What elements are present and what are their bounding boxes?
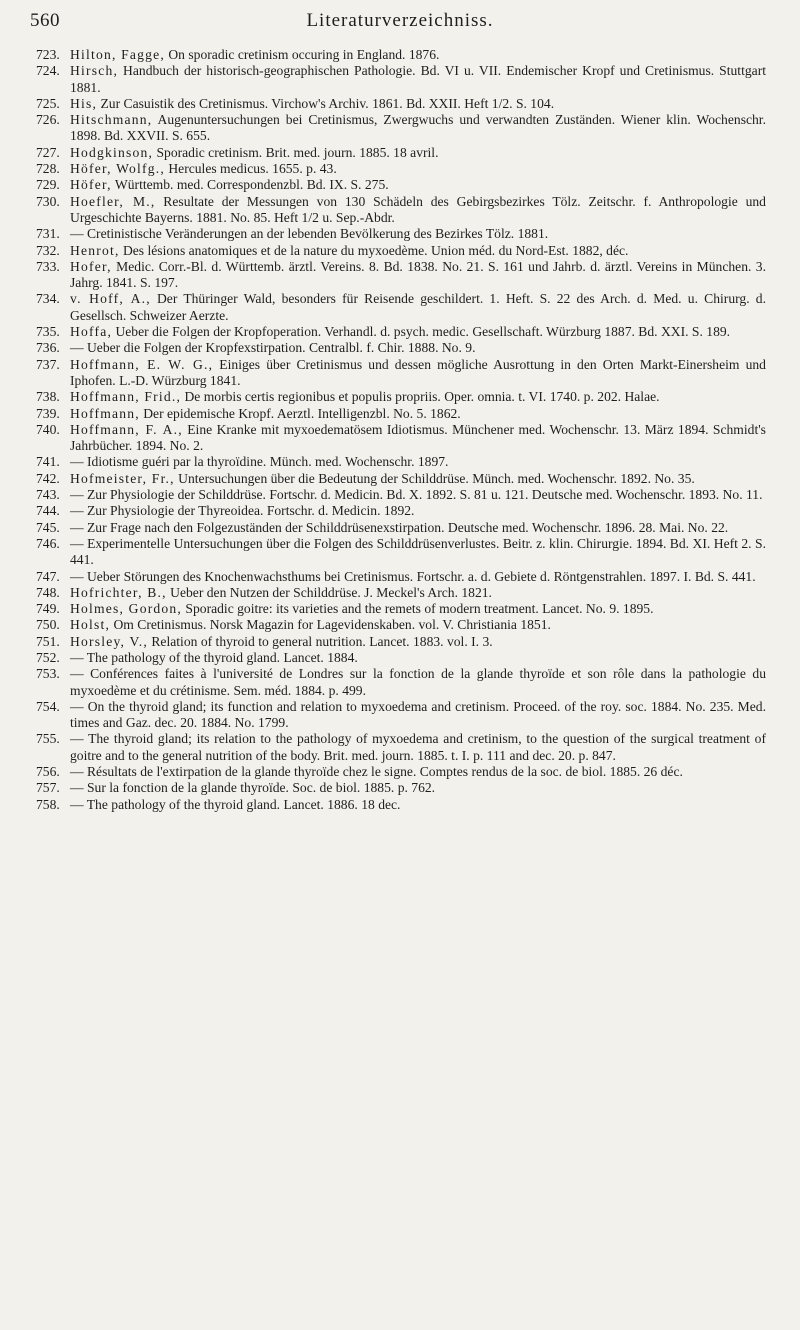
bibliography-entry [36, 194, 766, 227]
bibliography-entry [36, 569, 766, 585]
entry-author: Hoffa, [70, 324, 113, 340]
entry-author: Horsley, V., [70, 633, 148, 649]
entry-text [70, 291, 766, 324]
bibliography-entry [36, 406, 766, 422]
entry-citation: Medic. Corr.-Bl. d. Württemb. ärztl. Vereins. 8. Bd. 1838. No. 21. S. 161 und Jahrb. d. ärztl. Vereins in München. 3. Jahrg. 1841. S. 197. [70, 258, 766, 291]
entry-number: 741. [36, 454, 60, 470]
entry-number: 737. [36, 356, 60, 372]
entry-number: 745. [36, 519, 60, 535]
entry-author: Höfer, Wolfg., [70, 161, 165, 177]
entry-number: 736. [36, 340, 60, 356]
entry-number: 729. [36, 177, 60, 193]
entry-citation: Relation of thyroid to general nutrition. Lancet. 1883. vol. I. 3. [147, 633, 493, 649]
entry-number: 757. [36, 780, 60, 796]
entry-author: Hofer, [70, 258, 112, 274]
entry-text [70, 406, 766, 422]
entry-citation: — Experimentelle Untersuchungen über die Folgen des Schilddrüsenverlustes. Beitr. z. klin. Chirurgie. 1894. Bd. XI. Heft 2. S. 441. [70, 535, 766, 568]
entry-text [70, 194, 766, 227]
entry-number: 746. [36, 535, 60, 551]
page-number: 560 [30, 10, 60, 31]
entry-number: 735. [36, 324, 60, 340]
bibliography-entry [36, 259, 766, 292]
entry-citation: De morbis certis regionibus et populis propriis. Oper. omnia. t. VI. 1740. p. 202. Halae. [181, 389, 660, 405]
entry-text [70, 650, 766, 666]
entry-number: 733. [36, 258, 60, 274]
entry-text [70, 112, 766, 145]
entry-citation: Eine Kranke mit myxoedematösem Idiotismus. Münchener med. Wochenschr. 13. März 1894. Schmidt's Jahrbücher. 1894. No. 2. [70, 421, 766, 454]
entry-text [70, 340, 766, 356]
bibliography-entry [36, 145, 766, 161]
entry-text [70, 259, 766, 292]
bibliography-entry [36, 650, 766, 666]
entry-number: 758. [36, 796, 60, 812]
entry-citation: Om Cretinismus. Norsk Magazin for Lagevidenskaben. vol. V. Christiania 1851. [110, 617, 551, 633]
entry-citation: — Idiotisme guéri par la thyroïdine. Münch. med. Wochenschr. 1897. [70, 454, 449, 470]
entry-author: Hoffmann, Frid., [70, 389, 182, 405]
entry-text [70, 780, 766, 796]
bibliography-entry [36, 357, 766, 390]
entry-citation: On sporadic cretinism occuring in England. 1876. [164, 47, 440, 62]
entry-citation: Der epidemische Kropf. Aerztl. Intelligenzbl. No. 5. 1862. [139, 405, 461, 421]
entry-author: Hoffmann, F. A., [70, 421, 183, 437]
entry-citation: Ueber die Folgen der Kropfoperation. Verhandl. d. psych. medic. Gesellschaft. Würzburg 1887. Bd. XXI. S. 189. [112, 324, 731, 340]
entry-citation: Untersuchungen über die Bedeutung der Schilddrüse. Münch. med. Wochenschr. 1892. No. 35. [174, 470, 695, 486]
entry-citation: — Zur Physiologie der Schilddrüse. Fortschr. d. Medicin. Bd. X. 1892. S. 81 u. 121. Deutsche med. Wochenschr. 1893. No. 11. [70, 487, 763, 503]
bibliography-entry [36, 63, 766, 96]
entry-author: Henrot, [70, 242, 120, 258]
entry-text [70, 666, 766, 699]
entry-text [70, 243, 766, 259]
bibliography-entry [36, 161, 766, 177]
entry-number: 731. [36, 226, 60, 242]
entry-number: 728. [36, 161, 60, 177]
entry-citation: Hercules medicus. 1655. p. 43. [164, 161, 337, 177]
bibliography-entry [36, 324, 766, 340]
entry-text [70, 764, 766, 780]
entry-text [70, 145, 766, 161]
entry-citation: — Conférences faites à l'université de Londres sur la fonction de la glande thyroïde et son rôle dans la pathologie du myxoedème et du crétinisme. Sem. méd. 1884. p. 499. [70, 666, 766, 698]
entry-number: 749. [36, 601, 60, 617]
entry-citation: — Ueber die Folgen der Kropfexstirpation. Centralbl. f. Chir. 1888. No. 9. [70, 340, 476, 356]
entry-author: Hofmeister, Fr., [70, 470, 175, 486]
bibliography-entry [36, 666, 766, 699]
entry-citation: Einiges über Cretinismus und dessen mögliche Ausrottung in den Orten Markt-Einersheim und Iphofen. L.-D. Würzburg 1841. [70, 356, 766, 388]
bibliography-entry [36, 96, 766, 112]
entry-number: 742. [36, 470, 60, 486]
bibliography-entry [36, 617, 766, 633]
entry-text [70, 454, 766, 470]
entry-citation: — Zur Physiologie der Thyreoidea. Fortschr. d. Medicin. 1892. [70, 503, 415, 519]
entry-author: Hodgkinson, [70, 144, 154, 160]
entry-number: 747. [36, 568, 60, 584]
entry-number: 750. [36, 617, 60, 633]
entry-citation: Resultate der Messungen von 130 Schädeln des Gebirgsbezirkes Tölz. Zeitschr. f. Anthropologie und Urgeschichte Bayerns. 1881. No. 85. Heft 1/2 u. Sep.-Abdr. [70, 193, 766, 225]
entry-text [70, 226, 766, 242]
entry-citation: Ueber den Nutzen der Schilddrüse. J. Meckel's Arch. 1821. [166, 584, 492, 600]
entry-author: Holmes, Gordon, [70, 601, 183, 617]
entry-number: 739. [36, 405, 60, 421]
entry-number: 754. [36, 698, 60, 714]
entry-author: Hoffmann, [70, 405, 140, 421]
entry-citation: — Cretinistische Veränderungen an der lebenden Bevölkerung des Bezirkes Tölz. 1881. [70, 226, 549, 242]
bibliography-entry [36, 503, 766, 519]
entry-number: 727. [36, 144, 60, 160]
bibliography-entry [36, 585, 766, 601]
entry-author: Hirsch, [70, 63, 119, 79]
bibliography-entry [36, 389, 766, 405]
entry-citation: Augenuntersuchungen bei Cretinismus, Zwergwuchs und verwandten Zuständen. Wiener klin. Wochenschr. 1898. Bd. XXVII. S. 655. [70, 112, 766, 144]
entry-author: v. Hoff, A., [70, 291, 151, 307]
entry-author: Holst, [70, 617, 111, 633]
entry-citation: — The pathology of the thyroid gland. Lancet. 1884. [70, 649, 358, 665]
entry-text [70, 177, 766, 193]
entry-number: 725. [36, 95, 60, 111]
bibliography-entry [36, 797, 766, 813]
entry-text [70, 634, 766, 650]
entry-number: 726. [36, 112, 60, 128]
bibliography-entry [36, 177, 766, 193]
bibliography-entry [36, 112, 766, 145]
entry-number: 734. [36, 291, 60, 307]
entry-text [70, 731, 766, 764]
entry-text [70, 96, 766, 112]
bibliography-entry [36, 340, 766, 356]
entry-number: 743. [36, 487, 60, 503]
entry-text [70, 63, 766, 96]
entry-text [70, 569, 766, 585]
bibliography-entry [36, 731, 766, 764]
entry-author: Hoefler, M., [70, 193, 156, 209]
entry-citation: — Zur Frage nach den Folgezuständen der Schilddrüsenexstirpation. Deutsche med. Wochenschr. 1896. 28. Mai. No. 22. [70, 519, 729, 535]
running-title: Literaturverzeichniss. [306, 10, 494, 31]
bibliography-entry [36, 699, 766, 732]
entry-author: His, [70, 95, 98, 111]
entry-author: Hofrichter, B., [70, 584, 167, 600]
entry-citation: — Sur la fonction de la glande thyroïde. Soc. de biol. 1885. p. 762. [70, 780, 436, 796]
entry-text [70, 797, 766, 813]
entry-text [70, 357, 766, 390]
entry-citation: Württemb. med. Correspondenzbl. Bd. IX. S. 275. [111, 177, 389, 193]
entry-citation: Der Thüringer Wald, besonders für Reisende geschildert. 1. Heft. S. 22 des Arch. d. Med. u. Chirurg. d. Gesellsch. Schweizer Aerzte. [70, 291, 766, 323]
entry-number: 723. [36, 47, 60, 62]
entry-number: 724. [36, 63, 60, 79]
entry-text [70, 161, 766, 177]
bibliography-list [36, 47, 766, 813]
entry-number: 744. [36, 503, 60, 519]
entry-number: 751. [36, 633, 60, 649]
entry-number: 748. [36, 584, 60, 600]
bibliography-entry [36, 422, 766, 455]
bibliography-entry [36, 536, 766, 569]
entry-number: 753. [36, 666, 60, 682]
entry-citation: — The pathology of the thyroid gland. Lancet. 1886. 18 dec. [70, 796, 401, 812]
entry-number: 738. [36, 389, 60, 405]
entry-text [70, 536, 766, 569]
entry-author: Hilton, Fagge, [70, 47, 165, 62]
entry-number: 752. [36, 649, 60, 665]
entry-citation: Des lésions anatomiques et de la nature du myxoedème. Union méd. du Nord-Est. 1882, déc. [119, 242, 629, 258]
entry-number: 730. [36, 193, 60, 209]
bibliography-entry [36, 291, 766, 324]
entry-text [70, 47, 766, 63]
entry-text [70, 601, 766, 617]
entry-text [70, 422, 766, 455]
entry-number: 755. [36, 731, 60, 747]
entry-citation: — The thyroid gland; its relation to the pathology of myxoedema and cretinism, to the question of the surgical treatment of goitre and to the general nutrition of the body. Brit. med. journ. 1885. t. I. p. 111 and dec. 20. p. 847. [70, 731, 766, 763]
entry-text [70, 324, 766, 340]
entry-citation: Zur Casuistik des Cretinismus. Virchow's Archiv. 1861. Bd. XXII. Heft 1/2. S. 104. [97, 95, 555, 111]
entry-number: 756. [36, 764, 60, 780]
entry-text [70, 471, 766, 487]
bibliography-entry [36, 243, 766, 259]
entry-text [70, 699, 766, 732]
entry-citation: Sporadic cretinism. Brit. med. journ. 1885. 18 avril. [153, 144, 439, 160]
entry-text [70, 487, 766, 503]
entry-author: Hoffmann, E. W. G., [70, 356, 214, 372]
entry-citation: Handbuch der historisch-geographischen Pathologie. Bd. VI u. VII. Endemischer Kropf und Cretinismus. Stuttgart 1881. [70, 63, 766, 95]
bibliography-entry [36, 471, 766, 487]
entry-text [70, 520, 766, 536]
entry-citation: Sporadic goitre: its varieties and the remets of modern treatment. Lancet. No. 9. 1895. [182, 601, 654, 617]
entry-citation: — On the thyroid gland; its function and relation to myxoedema and cretinism. Proceed. of the roy. soc. 1884. No. 235. Med. times and Gaz. dec. 20. 1884. No. 1799. [70, 698, 766, 731]
entry-citation: — Résultats de l'extirpation de la glande thyroïde chez le signe. Comptes rendus de la soc. de biol. 1885. 26 déc. [70, 764, 683, 780]
entry-text [70, 389, 766, 405]
entry-text [70, 585, 766, 601]
bibliography-entry [36, 780, 766, 796]
page-header [30, 10, 770, 38]
entry-text [70, 503, 766, 519]
bibliography-entry [36, 764, 766, 780]
bibliography-entry [36, 454, 766, 470]
bibliography-entry [36, 226, 766, 242]
bibliography-entry [36, 487, 766, 503]
entry-citation: — Ueber Störungen des Knochenwachsthums bei Cretinismus. Fortschr. a. d. Gebiete d. Röntgenstrahlen. 1897. I. Bd. S. 441. [70, 568, 756, 584]
entry-author: Hitschmann, [70, 112, 153, 128]
entry-text [70, 617, 766, 633]
entry-number: 740. [36, 421, 60, 437]
entry-number: 732. [36, 242, 60, 258]
bibliography-entry [36, 520, 766, 536]
entry-author: Höfer, [70, 177, 112, 193]
bibliography-entry [36, 634, 766, 650]
bibliography-entry [36, 47, 766, 63]
bibliography-entry [36, 601, 766, 617]
